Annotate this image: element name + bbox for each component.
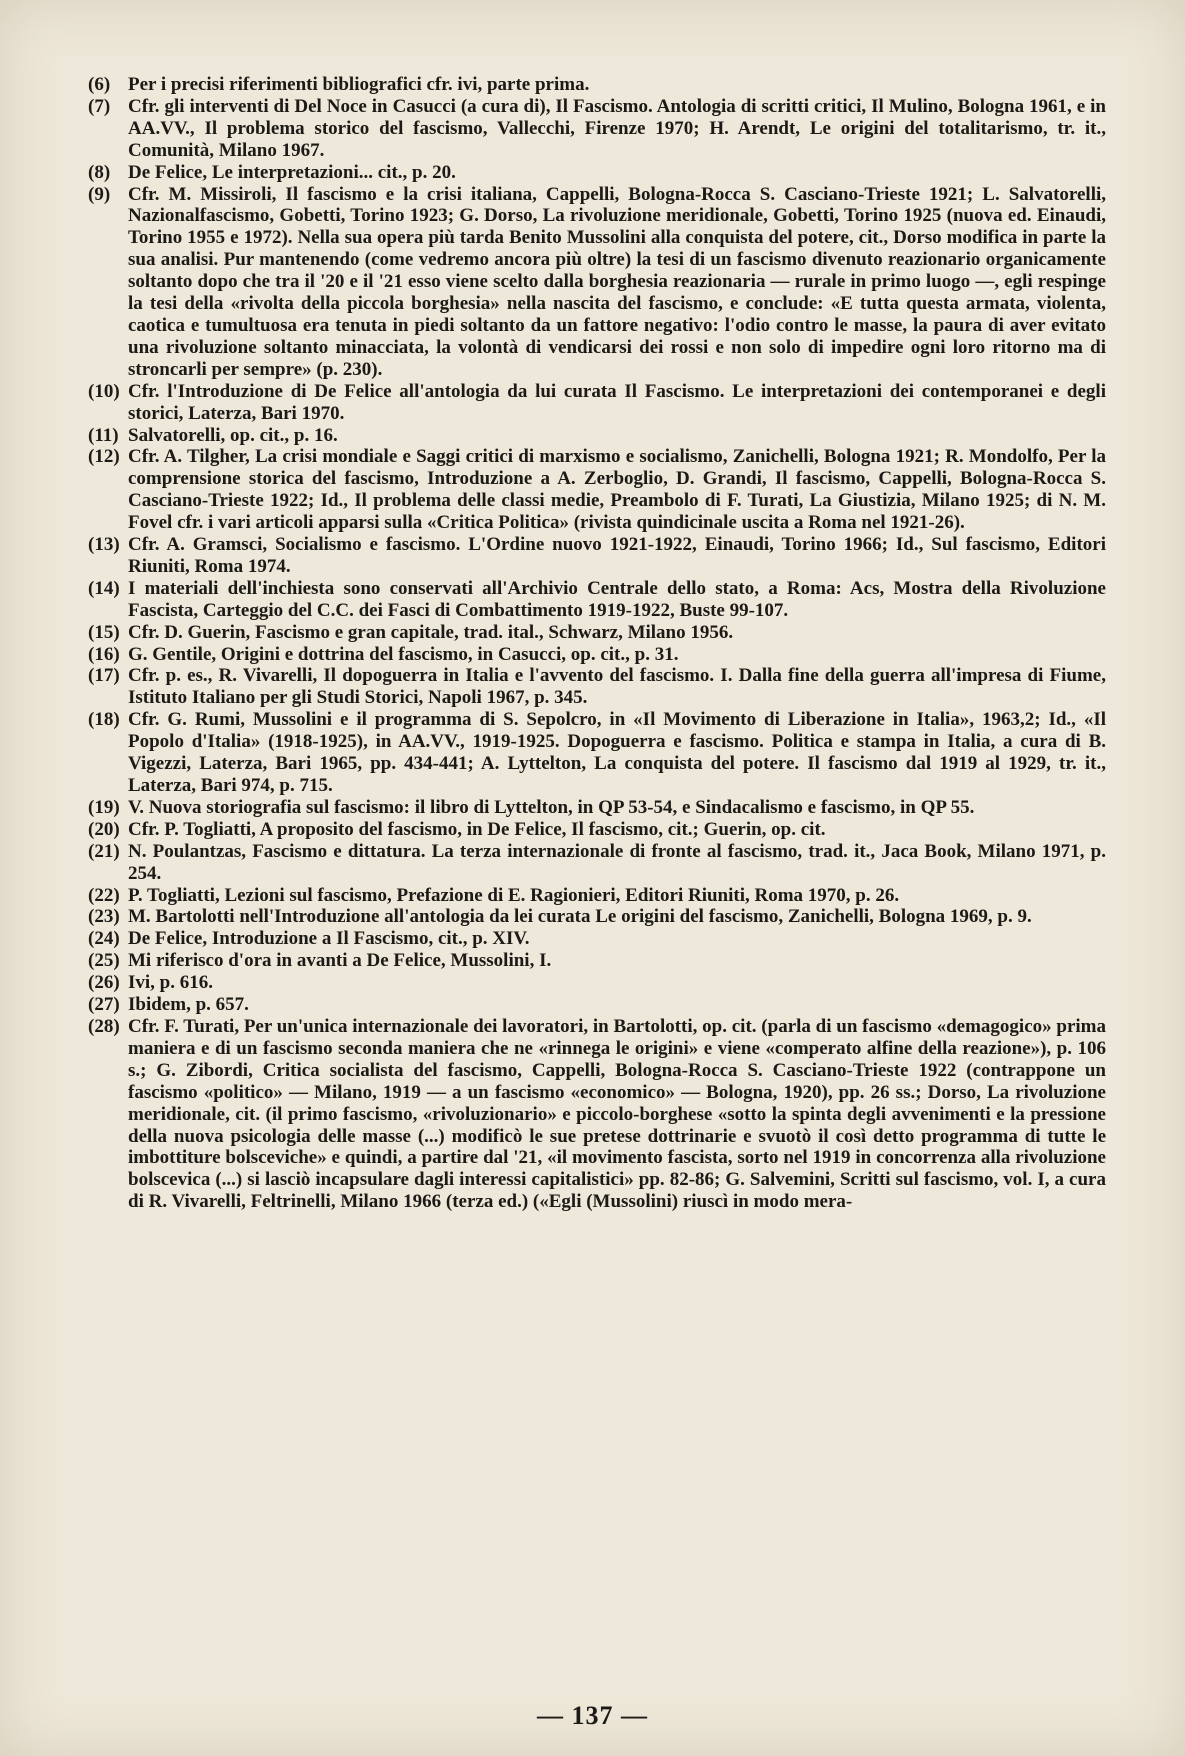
footnote: [88, 928, 1106, 950]
footnote-number: (22): [88, 884, 120, 906]
footnote-text: Cfr. F. Turati, Per un'unica internazionale dei lavoratori, in Bartolotti, op. cit. (parla di un fascismo «demagogico» prima maniera e di un fascismo seconda maniera che ne «rinnega le origini» e viene «comperato alfine della reazione»), p. 106 s.; G. Zibordi, Critica socialista del fascismo, Cappelli, Bologna-Rocca S. Casciano-Trieste 1922 (contrappone un fascismo «politico» — Milano, 1919 — a un fascismo «economico» — Bologna, 1920), pp. 26 ss.; Dorso, La rivoluzione meridionale, cit. (il primo fascismo, «rivoluzionario» e piccolo-borghese «sotto la spinta degli avvenimenti e la pressione della nuova psicologia delle masse (...) modificò le sue pretese dottrinarie e svuotò il così detto programma di tutte le imbottiture bolsceviche» e quindi, a partire dal '21, «il movimento fascista, sorto nel 1919 in concorrenza alla rivoluzione bolscevica (...) si lasciò incapsulare dagli interessi capitalistici» pp. 82-86; G. Salvemini, Scritti sul fascismo, vol. I, a cura di R. Vivarelli, Feltrinelli, Milano 1966 (terza ed.) («Egli (Mussolini) riuscì in modo mera-: [128, 1015, 1106, 1213]
footnote-number: (6): [88, 74, 111, 95]
footnote: [88, 950, 1106, 972]
footnote-text: Cfr. G. Rumi, Mussolini e il programma di S. Sepolcro, in «Il Movimento di Liberazione in Italia», 1963,2; Id., «Il Popolo d'Italia» (1918-1925), in AA.VV., 1919-1925. Dopoguerra e fascismo. Politica e stampa in Italia, a cura di B. Vigezzi, Laterza, Bari 1965, pp. 434-441; A. Lyttelton, La conquista del potere. Il fascismo dal 1919 al 1929, tr. it., Laterza, Bari 974, p. 715.: [128, 709, 1106, 796]
footnote: [88, 578, 1106, 622]
footnote-text: De Felice, Introduzione a Il Fascismo, cit., p. XIV.: [128, 928, 530, 950]
footnote-text: Ibidem, p. 657.: [128, 994, 249, 1016]
footnote-text: Cfr. A. Tilgher, La crisi mondiale e Saggi critici di marxismo e socialismo, Zanichelli, Bologna 1921; R. Mondolfo, Per la comprensione storica del fascismo, Introduzione a A. Zerboglio, D. Grandi, Il fascismo, Cappelli, Bologna-Rocca S. Casciano-Trieste 1922; Id., Il problema delle classi medie, Preambolo di F. Turati, La Giustizia, Milano 1925; di N. M. Fovel cfr. i vari articoli apparsi sulla «Critica Politica» (rivista quindicinale uscita a Roma nel 1921-26).: [128, 446, 1106, 534]
footnote-number: (13): [88, 534, 120, 556]
footnote-number: (17): [88, 665, 120, 687]
footnote-number: (20): [88, 818, 120, 840]
footnote-number: (7): [88, 95, 111, 117]
footnote-number: (24): [88, 928, 120, 950]
footnote: [88, 74, 1106, 96]
footnote-text: Salvatorelli, op. cit., p. 16.: [128, 424, 338, 446]
footnote-text: V. Nuova storiografia sul fascismo: il libro di Lyttelton, in QP 53-54, e Sindacalismo e fascismo, in QP 55.: [128, 796, 975, 818]
footnote-number: (10): [88, 380, 120, 402]
footnote: [88, 622, 1106, 644]
footnotes-list: [88, 74, 1106, 1213]
footnote-number: (28): [88, 1015, 120, 1037]
footnote: [88, 797, 1106, 819]
footnote-text: Cfr. p. es., R. Vivarelli, Il dopoguerra in Italia e l'avvento del fascismo. I. Dalla fine della guerra all'impresa di Fiume, Istituto Italiano per gli Studi Storici, Napoli 1967, p. 345.: [128, 665, 1106, 709]
page-number: — 137 —: [537, 1701, 648, 1730]
footnote-text: Ivi, p. 616.: [128, 972, 213, 994]
footnote: [88, 819, 1106, 841]
footnote-number: (23): [88, 906, 120, 928]
footnote: [88, 446, 1106, 534]
footnote-text: M. Bartolotti nell'Introduzione all'antologia da lei curata Le origini del fascismo, Zanichelli, Bologna 1969, p. 9.: [128, 906, 1032, 928]
footnote: [88, 994, 1106, 1016]
footnote-text: N. Poulantzas, Fascismo e dittatura. La terza internazionale di fronte al fascismo, trad. it., Jaca Book, Milano 1971, p. 254.: [128, 840, 1106, 884]
footnote-text: De Felice, Le interpretazioni... cit., p. 20.: [128, 161, 456, 183]
footnote-number: (14): [88, 577, 120, 599]
footnote: [88, 841, 1106, 885]
footnote: [88, 972, 1106, 994]
footnote-text: Cfr. P. Togliatti, A proposito del fascismo, in De Felice, Il fascismo, cit.; Guerin, op. cit.: [128, 818, 826, 840]
footnote: [88, 381, 1106, 425]
footnote-number: (9): [88, 183, 111, 205]
footnote: [88, 162, 1106, 184]
footnote-number: (8): [88, 161, 111, 183]
footnote: [88, 709, 1106, 797]
footnote: [88, 644, 1106, 666]
footnote-number: (19): [88, 796, 120, 818]
footnote-text: Cfr. D. Guerin, Fascismo e gran capitale, trad. ital., Schwarz, Milano 1956.: [128, 621, 734, 643]
footnote: [88, 885, 1106, 907]
footnote-number: (21): [88, 840, 120, 862]
footnote-text: I materiali dell'inchiesta sono conservati all'Archivio Centrale dello stato, a Roma: Acs, Mostra della Rivoluzione Fascista, Carteggio del C.C. dei Fasci di Combattimento 1919-1922, Buste 99-107.: [128, 577, 1106, 621]
footnote-number: (11): [88, 424, 119, 446]
footnote: [88, 1016, 1106, 1213]
footnote-number: (25): [88, 950, 120, 972]
footnote: [88, 906, 1106, 928]
footnote-text: P. Togliatti, Lezioni sul fascismo, Prefazione di E. Ragionieri, Editori Riuniti, Roma 1970, p. 26.: [128, 884, 900, 906]
footnote: [88, 665, 1106, 709]
footnote-text: G. Gentile, Origini e dottrina del fascismo, in Casucci, op. cit., p. 31.: [128, 643, 679, 665]
footnote-text: Cfr. l'Introduzione di De Felice all'antologia da lui curata Il Fascismo. Le interpretazioni dei contemporanei e degli storici, Laterza, Bari 1970.: [128, 380, 1106, 424]
footnote-text: Cfr. gli interventi di Del Noce in Casucci (a cura di), Il Fascismo. Antologia di scritti critici, Il Mulino, Bologna 1961, e in AA.VV., Il problema storico del fascismo, Vallecchi, Firenze 1970; H. Arendt, Le origini del totalitarismo, tr. it., Comunità, Milano 1967.: [128, 95, 1106, 161]
footnote-number: (18): [88, 709, 120, 731]
footnote: [88, 96, 1106, 162]
footnote: [88, 184, 1106, 381]
footnote-text: Cfr. M. Missiroli, Il fascismo e la crisi italiana, Cappelli, Bologna-Rocca S. Casciano-Trieste 1921; L. Salvatorelli, Nazionalfascismo, Gobetti, Torino 1923; G. Dorso, La rivoluzione meridionale, Gobetti, Torino 1925 (nuova ed. Einaudi, Torino 1955 e 1972). Nella sua opera più tarda Benito Mussolini alla conquista del potere, cit., Dorso modifica in parte la sua analisi. Pur mantenendo (come vedremo ancora più oltre) la tesi di un fascismo divenuto reazionario organicamente soltanto dopo che tra il '20 e il '21 esso viene scelto dalla borghesia reazionaria — rurale in primo luogo —, egli respinge la tesi della «rivolta della piccola borghesia» nella nascita del fascismo, e conclude: «E tutta questa armata, violenta, caotica e tumultuosa era tenuta in piedi soltanto da un fattore negativo: l'odio contro le masse, la paura di aver evitato una rivoluzione soltanto minacciata, la volontà di vendicarsi dei rossi e non solo di impedire ogni loro ritorno ma di stroncarli per sempre» (p. 230).: [128, 183, 1106, 380]
footnote-number: (12): [88, 446, 120, 468]
footnote: [88, 425, 1106, 447]
footnote-text: Mi riferisco d'ora in avanti a De Felice, Mussolini, I.: [128, 950, 552, 972]
footnote-number: (26): [88, 972, 120, 994]
footnote-number: (16): [88, 643, 120, 665]
footnote-number: (15): [88, 621, 120, 643]
footnote-text: Per i precisi riferimenti bibliografici cfr. ivi, parte prima.: [128, 74, 590, 95]
footnote-text: Cfr. A. Gramsci, Socialismo e fascismo. L'Ordine nuovo 1921-1922, Einaudi, Torino 1966; Id., Sul fascismo, Editori Riuniti, Roma 1974.: [128, 534, 1106, 577]
footnote: [88, 534, 1106, 578]
footnote-number: (27): [88, 994, 120, 1016]
